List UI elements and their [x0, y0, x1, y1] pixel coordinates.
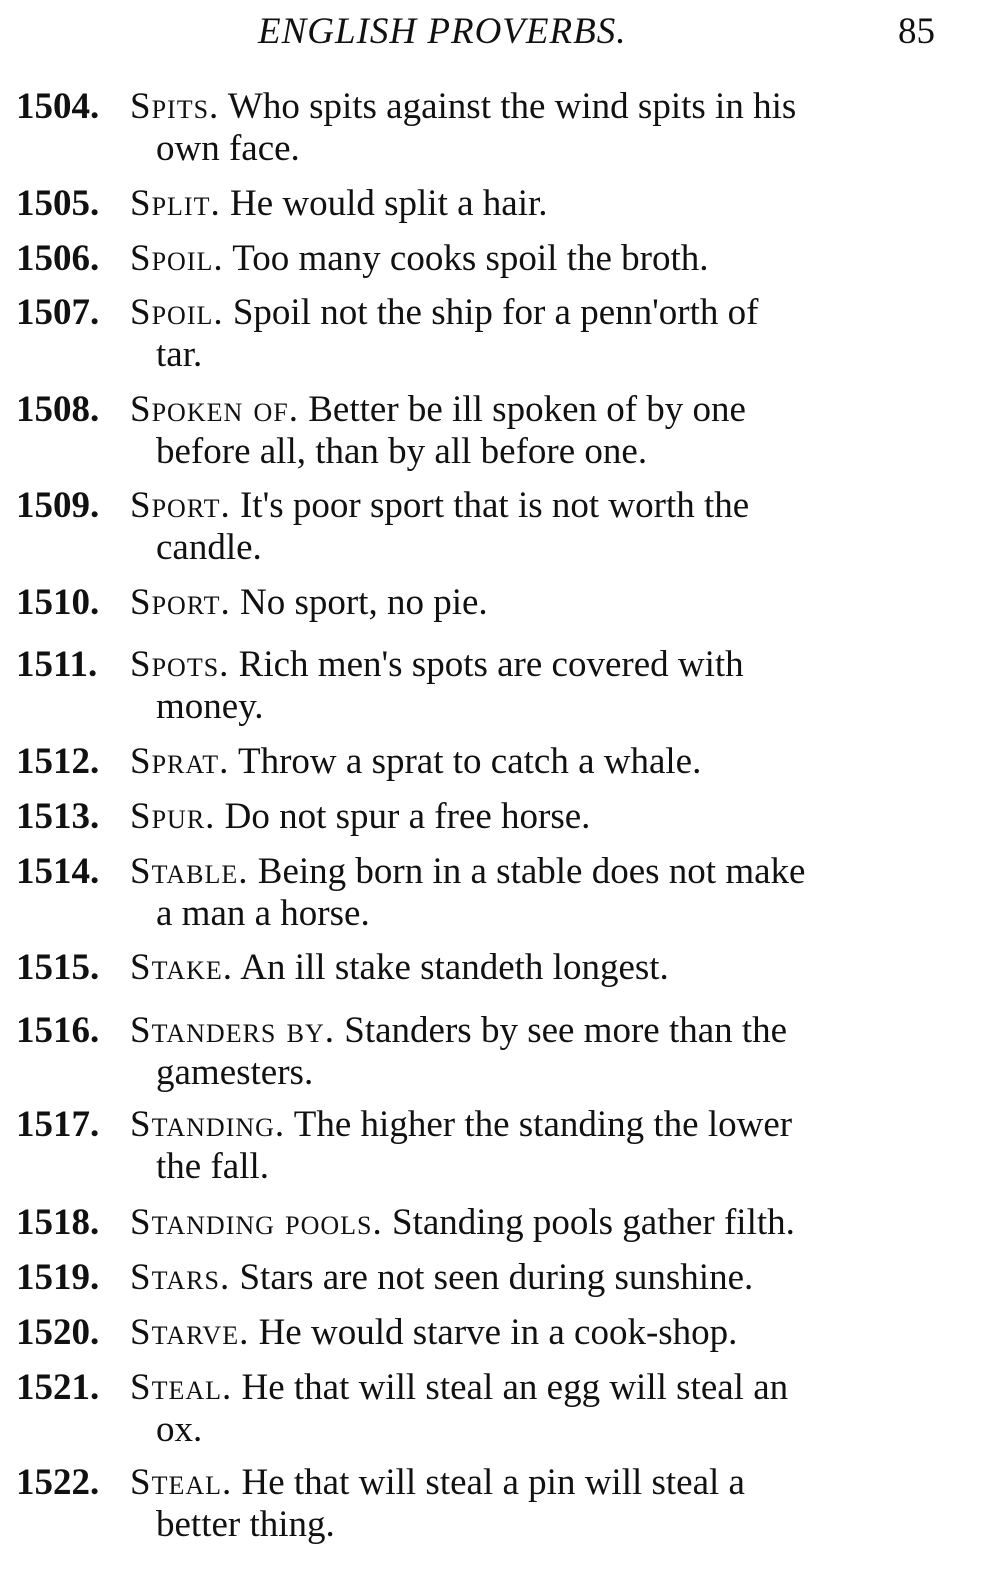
entry-keyword: Steal. — [130, 1462, 233, 1503]
entry-text-continued: tar. — [156, 334, 203, 375]
entry-number: 1510. — [16, 582, 100, 623]
entry-number: 1518. — [16, 1202, 100, 1243]
entry-keyword: Spoken of. — [130, 389, 299, 430]
entry-text: He that will steal a pin will steal a — [241, 1462, 745, 1503]
entry-text: Standers by see more than the — [344, 1010, 788, 1051]
proverb-entry — [16, 485, 948, 569]
entry-number: 1513. — [16, 796, 100, 837]
entry-text: Standing pools gather filth. — [392, 1202, 795, 1243]
proverb-entry — [16, 796, 948, 838]
entry-number: 1505. — [16, 183, 100, 224]
entry-text: Too many cooks spoil the broth. — [232, 238, 709, 279]
proverb-entry — [16, 238, 948, 280]
entry-number: 1512. — [16, 741, 100, 782]
proverb-entry — [16, 1202, 948, 1244]
entry-number: 1521. — [16, 1367, 100, 1408]
entry-text-continued: ox. — [156, 1409, 203, 1450]
entry-keyword: Standing pools. — [130, 1202, 383, 1243]
entry-text-continued: better thing. — [156, 1504, 335, 1545]
entry-number: 1520. — [16, 1312, 100, 1353]
entry-number: 1517. — [16, 1104, 100, 1145]
page-number: 85 — [898, 11, 935, 52]
entry-number: 1507. — [16, 292, 100, 333]
proverb-entry — [16, 1257, 948, 1299]
running-title: ENGLISH PROVERBS. — [258, 11, 627, 52]
proverb-entry — [16, 389, 948, 473]
entry-text-continued: gamesters. — [156, 1052, 314, 1093]
entry-keyword: Stars. — [130, 1257, 231, 1298]
entry-text: It's poor sport that is not worth the — [239, 485, 750, 526]
proverb-entry — [16, 1312, 948, 1354]
entry-number: 1506. — [16, 238, 100, 279]
entry-text: Stars are not seen during sunshine. — [239, 1257, 754, 1298]
proverb-entry — [16, 1367, 948, 1451]
entry-keyword: Spots. — [130, 644, 230, 685]
entry-keyword: Spits. — [130, 86, 220, 127]
entry-keyword: Split. — [130, 183, 221, 224]
entry-number: 1515. — [16, 947, 100, 988]
entry-text: Better be ill spoken of by one — [308, 389, 746, 430]
entry-keyword: Sprat. — [130, 741, 230, 782]
proverb-entry — [16, 86, 948, 170]
entry-text: Throw a sprat to catch a whale. — [238, 741, 702, 782]
proverb-entry — [16, 741, 948, 783]
entry-keyword: Standing. — [130, 1104, 286, 1145]
entry-text-continued: own face. — [156, 128, 300, 169]
entry-keyword: Spur. — [130, 796, 216, 837]
entry-number: 1514. — [16, 851, 100, 892]
entry-text-continued: candle. — [156, 527, 262, 568]
entry-text-continued: before all, than by all before one. — [156, 431, 648, 472]
entry-keyword: Spoil. — [130, 292, 224, 333]
entry-keyword: Steal. — [130, 1367, 233, 1408]
entry-number: 1508. — [16, 389, 100, 430]
entry-text: An ill stake standeth longest. — [240, 947, 669, 988]
entry-keyword: Stable. — [130, 851, 249, 892]
entry-text: He that will steal an egg will steal an — [241, 1367, 789, 1408]
entry-text: Spoil not the ship for a penn'orth of — [232, 292, 759, 333]
proverb-entry — [16, 1104, 948, 1188]
entry-number: 1516. — [16, 1010, 100, 1051]
entry-text: The higher the standing the lower — [293, 1104, 793, 1145]
entry-number: 1519. — [16, 1257, 100, 1298]
proverb-entry — [16, 947, 948, 989]
entry-text: Do not spur a free horse. — [224, 796, 591, 837]
entry-text: He would starve in a cook-shop. — [258, 1312, 738, 1353]
entry-keyword: Spoil. — [130, 238, 224, 279]
entry-text: No sport, no pie. — [239, 582, 488, 623]
entry-text: He would split a hair. — [229, 183, 548, 224]
entry-text-continued: money. — [156, 686, 264, 727]
entry-keyword: Standers by. — [130, 1010, 336, 1051]
entry-number: 1504. — [16, 86, 100, 127]
entry-number: 1511. — [16, 644, 98, 685]
proverb-entry — [16, 851, 948, 935]
entry-text-continued: the fall. — [156, 1146, 270, 1187]
entry-number: 1522. — [16, 1462, 100, 1503]
entry-keyword: Sport. — [130, 485, 231, 526]
entry-text-continued: a man a horse. — [156, 893, 370, 934]
proverb-entry — [16, 1010, 948, 1094]
entry-number: 1509. — [16, 485, 100, 526]
entry-text: Who spits against the wind spits in his — [227, 86, 797, 127]
proverb-entry — [16, 183, 948, 225]
proverb-entry — [16, 582, 948, 624]
proverb-entry — [16, 1462, 948, 1546]
entry-keyword: Sport. — [130, 582, 231, 623]
entry-keyword: Stake. — [130, 947, 234, 988]
entry-text: Rich men's spots are covered with — [238, 644, 744, 685]
proverb-entry — [16, 292, 948, 376]
proverb-entry — [16, 644, 948, 728]
entry-keyword: Starve. — [130, 1312, 250, 1353]
entry-text: Being born in a stable does not make — [257, 851, 806, 892]
